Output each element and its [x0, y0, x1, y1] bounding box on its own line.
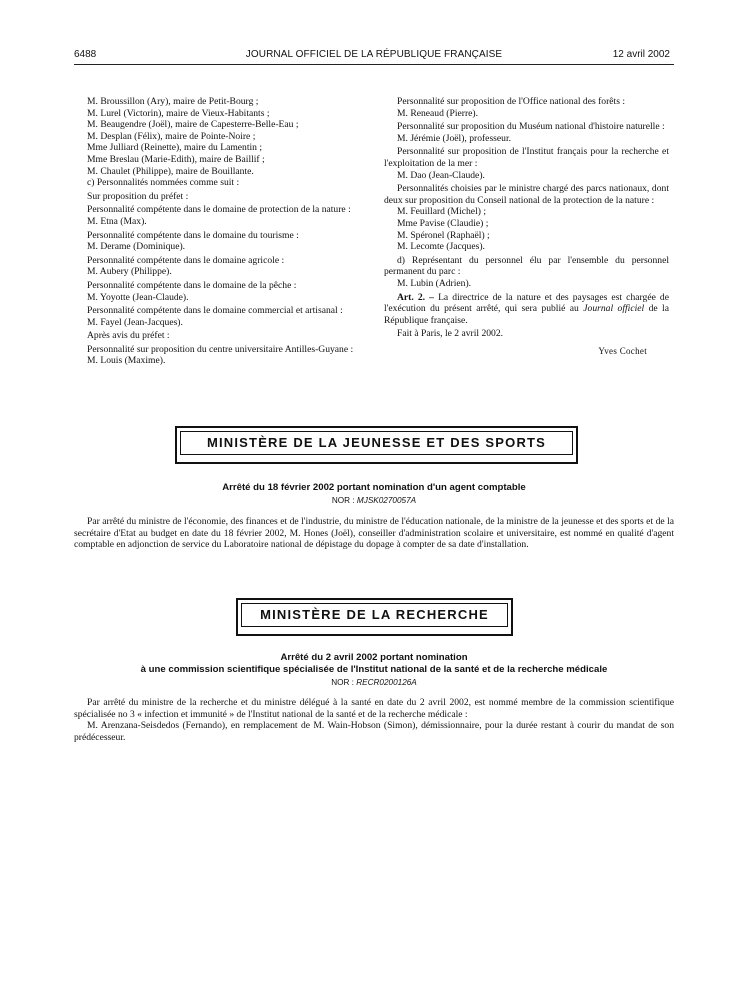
page-number: 6488 [74, 49, 97, 60]
list-item: M. Dao (Jean-Claude). [397, 169, 485, 181]
ministry-name: MINISTÈRE DE LA JEUNESSE ET DES SPORTS [180, 431, 573, 455]
list-item: M. Derame (Dominique). [87, 241, 186, 253]
list-item: Sur proposition du préfet : [87, 190, 189, 202]
article-text-end: de la République française. [384, 303, 669, 326]
ministry-banner-jeunesse [175, 426, 578, 464]
nor-code: MJSK0270057A [356, 496, 417, 505]
left-column [74, 96, 364, 367]
body-paragraph: Par arrêté du ministre de l'économie, des finances et de l'industrie, du ministre de l'éducation nationale, de la ministre de la jeunesse et des sports et de la secrétaire d'Etat au budget en date du 18 février 2002, M. Hones (Joël), conseiller d'administration scolaire et universitaire, est nommé en qualité d'agent comptable en adjonction de service du Laboratoire national de dépistage du dopage à compter de sa date d'installation. [74, 516, 674, 550]
list-item: M. Yoyotte (Jean-Claude). [87, 291, 189, 303]
list-item: Personnalité compétente dans le domaine de la pêche : [87, 279, 297, 291]
list-item: Personnalité compétente dans le domaine agricole : [87, 254, 285, 266]
list-item: Personnalité sur proposition du Muséum national d'histoire naturelle : [397, 121, 665, 133]
nor-reference [74, 496, 674, 505]
list-item: d) Représentant du personnel élu par l'ensemble du personnel permanent du parc : [384, 254, 669, 278]
list-item: Personnalité compétente dans le domaine commercial et artisanal : [87, 305, 343, 317]
list-item: M. Reneaud (Pierre). [397, 107, 478, 119]
ministry-name: MINISTÈRE DE LA RECHERCHE [241, 603, 508, 627]
list-item: M. Feuillard (Michel) ; [397, 206, 486, 218]
article-text: La directrice de la nature et des paysages est chargée de l'exécution du présent arrêté, qui sera publié au [384, 291, 669, 315]
decree-title-line: à une commission scientifique spécialisée de l'Institut national de la santé et de la recherche médicale [140, 663, 608, 675]
header-rule [74, 64, 674, 65]
list-item: M. Lubin (Adrien). [397, 277, 472, 289]
list-item: Personnalité sur proposition de l'Office national des forêts : [397, 96, 626, 107]
list-item: Mme Breslau (Marie-Edith), maire de Baillif ; [87, 153, 265, 165]
page-header [0, 49, 748, 63]
body-paragraph: Par arrêté du ministre de la recherche et du ministre délégué à la santé en date du 2 avril 2002, est nommé membre de la commission scientifique spécialisée no 3 « infection et immunité » de l'Institut national de la santé et de la recherche médicale : [74, 697, 674, 720]
list-item: M. Beaugendre (Joël), maire de Capesterre-Belle-Eau ; [87, 119, 299, 131]
decree-body [74, 697, 674, 743]
list-item: M. Louis (Maxime). [87, 355, 166, 367]
list-item: Personnalité sur proposition de l'Institut français pour la recherche et l'exploitation de la mer : [384, 146, 669, 169]
list-item: Personnalité sur proposition du centre universitaire Antilles-Guyane : [87, 343, 354, 355]
list-item: c) Personnalités nommées comme suit : [87, 177, 240, 189]
list-item: M. Desplan (Félix), maire de Pointe-Noire ; [87, 130, 256, 142]
done-at: Fait à Paris, le 2 avril 2002. [397, 328, 504, 340]
list-item: Personnalité compétente dans le domaine de protection de la nature : [87, 204, 351, 216]
list-item: M. Lurel (Victorin), maire de Vieux-Habitants ; [87, 107, 270, 119]
decree-title [74, 652, 674, 675]
nor-code: RECR0200126A [356, 678, 417, 687]
list-item: Mme Julliard (Reinette), maire du Lamentin ; [87, 142, 263, 154]
list-item: M. Aubery (Philippe). [87, 266, 172, 278]
journal-reference: Journal officiel [583, 303, 645, 315]
list-item: Mme Pavise (Claudie) ; [397, 217, 489, 229]
article-2 [384, 292, 669, 327]
article-label: Art. 2. – [397, 291, 434, 303]
list-item: Personnalité compétente dans le domaine du tourisme : [87, 229, 299, 241]
nor-label: NOR : [331, 496, 355, 505]
nor-label: NOR : [331, 678, 354, 687]
list-item: M. Spéronel (Raphaël) ; [397, 229, 490, 241]
issue-date: 12 avril 2002 [612, 49, 670, 60]
list-item: M. Fayel (Jean-Jacques). [87, 316, 183, 328]
nor-reference [74, 678, 674, 687]
list-item: M. Broussillon (Ary), maire de Petit-Bourg ; [87, 96, 259, 107]
list-item: M. Etna (Max). [87, 215, 147, 227]
list-item: M. Chaulet (Philippe), maire de Bouillante. [87, 165, 254, 177]
body-paragraph: M. Arenzana-Seisdedos (Fernando), en remplacement de M. Wain-Hobson (Simon), démissionnaire, pour la durée restant à courir du mandat de son prédécesseur. [74, 720, 674, 743]
right-column [384, 96, 669, 357]
list-item: M. Jérémie (Joël), professeur. [397, 132, 512, 144]
list-item: Personnalités choisies par le ministre chargé des parcs nationaux, dont deux sur proposition du Conseil national de la protection de la nature : [384, 183, 669, 206]
decree-body [74, 516, 674, 551]
decree-title-line: Arrêté du 2 avril 2002 portant nomination [280, 652, 468, 663]
list-item: M. Lecomte (Jacques). [397, 241, 485, 253]
journal-title: JOURNAL OFFICIEL DE LA RÉPUBLIQUE FRANÇAISE [245, 49, 503, 60]
list-item: Après avis du préfet : [87, 330, 170, 342]
decree-title: Arrêté du 18 février 2002 portant nomination d'un agent comptable [222, 482, 526, 493]
ministry-banner-recherche [236, 598, 513, 636]
signature: Yves Cochet [598, 345, 647, 356]
